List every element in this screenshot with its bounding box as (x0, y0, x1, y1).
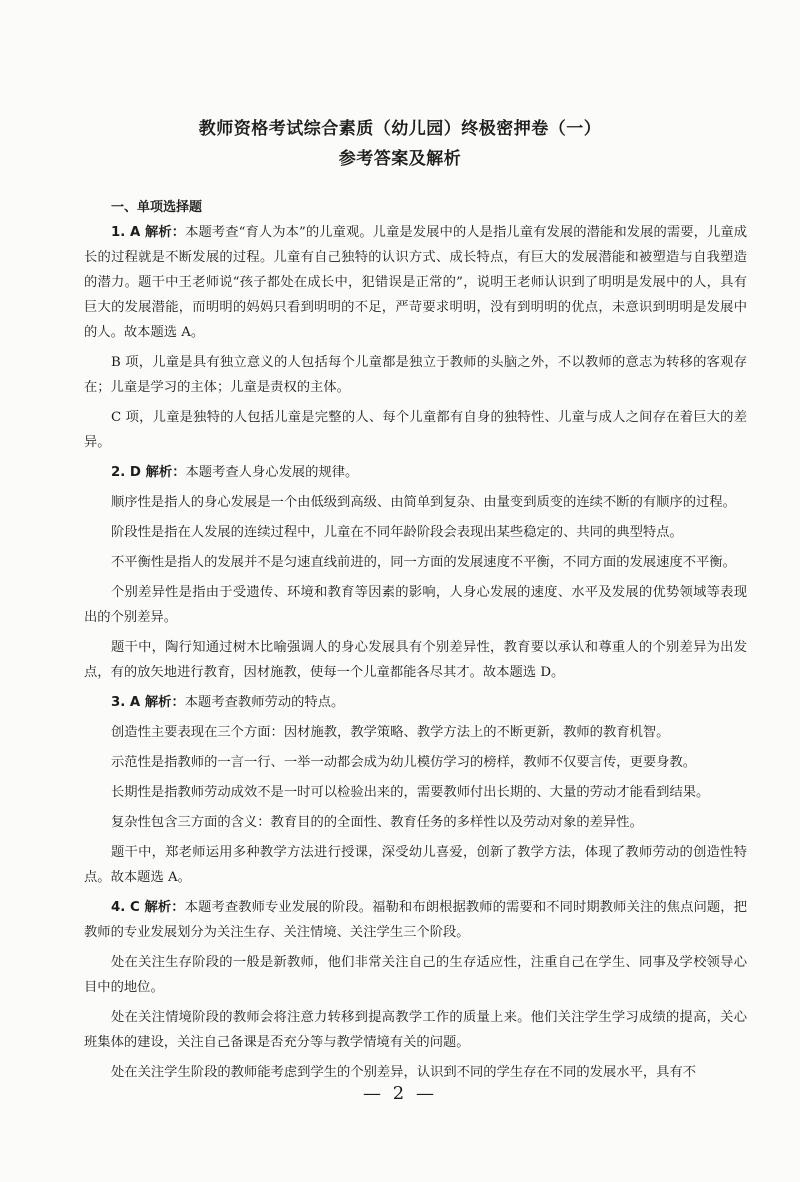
question-4-paragraph: 处在关注学生阶段的教师能考虑到学生的个别差异，认识到不同的学生存在不同的发展水平，具有不 (111, 1065, 697, 1080)
question-1-option-c: C 项，儿童是独特的人包括儿童是完整的人、每个儿童都有自身的独特性、儿童与成人之间存在着巨大的差异。 (84, 410, 747, 450)
question-1-explanation (84, 220, 747, 345)
section-heading: 一、单项选择题 (111, 200, 203, 215)
page-number: — 2 — (363, 1083, 437, 1104)
question-2-paragraph: 顺序性是指人的身心发展是一个由低级到高级、由简单到复杂、由量变到质变的连续不断的有顺序的过程。 (111, 495, 736, 510)
question-3-text: 本题考查教师劳动的特点。 (184, 695, 345, 710)
question-4-label: 4. C 解析： (111, 900, 185, 915)
question-3-paragraph: 题干中，郑老师运用多种教学方法进行授课，深受幼儿喜爱，创新了教学方法，体现了教师劳动的创造性特点。故本题选 A。 (84, 845, 747, 885)
question-1-option-b: B 项，儿童是具有独立意义的人包括每个儿童都是独立于教师的头脑之外，不以教师的意志为转移的客观存在；儿童是学习的主体；儿童是责权的主体。 (84, 355, 747, 395)
question-2-paragraph: 不平衡性是指人的发展并不是匀速直线前进的，同一方面的发展速度不平衡，不同方面的发展速度不平衡。 (111, 555, 736, 570)
question-2-paragraph: 题干中，陶行知通过树木比喻强调人的身心发展具有个别差异性，教育要以承认和尊重人的个别差异为出发点，有的放矢地进行教育，因材施教，使每一个儿童都能各尽其才。故本题选 D。 (84, 640, 747, 680)
question-2-paragraph: 个别差异性是指由于受遗传、环境和教育等因素的影响，人身心发展的速度、水平及发展的优势领域等表现出的个别差异。 (84, 585, 747, 625)
question-4-text: 本题考查教师专业发展的阶段。福勒和布朗根据教师的需要和不同时期教师关注的焦点问题，把教师的专业发展划分为关注生存、关注情境、关注学生三个阶段。 (84, 900, 747, 940)
question-4-paragraph: 处在关注情境阶段的教师会将注意力转移到提高教学工作的质量上来。他们关注学生学习成绩的提高，关心班集体的建设，关注自己备课是否充分等与教学情境有关的问题。 (84, 1010, 747, 1050)
question-2-explanation (84, 460, 747, 485)
question-3-label: 3. A 解析： (111, 695, 185, 710)
question-3-paragraph: 创造性主要表现在三个方面：因材施教，教学策略、教学方法上的不断更新，教师的教育机智。 (111, 725, 670, 740)
question-3-explanation (84, 690, 747, 715)
question-1-text: 本题考查“育人为本”的儿童观。儿童是发展中的人是指儿童有发展的潜能和发展的需要，儿童成长的过程就是不断发展的过程。儿童有自己独特的认识方式、成长特点，有巨大的发展潜能和被塑造与自我塑造的潜力。题干中王老师说“孩子都处在成长中，犯错误是正常的”，说明王老师认识到了明明是发展中的人，具有巨大的发展潜能，而明明的妈妈只看到明明的不足，严苛要求明明，没有到明明的优点，未意识到明明是发展中的人。故本题选 A。 (84, 225, 747, 340)
question-4-paragraph: 处在关注生存阶段的一般是新教师，他们非常关注自己的生存适应性，注重自己在学生、同事及学校领导心目中的地位。 (84, 955, 747, 995)
question-1-label: 1. A 解析： (111, 225, 186, 240)
question-2-text: 本题考查人身心发展的规律。 (185, 465, 359, 480)
title-line-2: 参考答案及解析 (338, 149, 462, 169)
question-2-paragraph: 阶段性是指在人发展的连续过程中，儿童在不同年龄阶段会表现出某些稳定的、共同的典型特点。 (111, 525, 683, 540)
question-4-explanation (84, 895, 747, 945)
document-title (0, 114, 800, 174)
question-2-label: 2. D 解析： (111, 465, 186, 480)
question-3-paragraph: 复杂性包含三方面的含义：教育目的的全面性、教育任务的多样性以及劳动对象的差异性。 (111, 815, 643, 830)
title-line-1: 教师资格考试综合素质（幼儿园）终极密押卷（一） (198, 119, 602, 139)
answer-content (84, 195, 747, 1085)
question-3-paragraph: 长期性是指教师劳动成效不是一时可以检验出来的，需要教师付出长期的、大量的劳动才能看到结果。 (111, 785, 710, 800)
question-3-paragraph: 示范性是指教师的一言一行、一举一动都会成为幼儿模仿学习的榜样，教师不仅要言传，更要身教。 (111, 755, 697, 770)
